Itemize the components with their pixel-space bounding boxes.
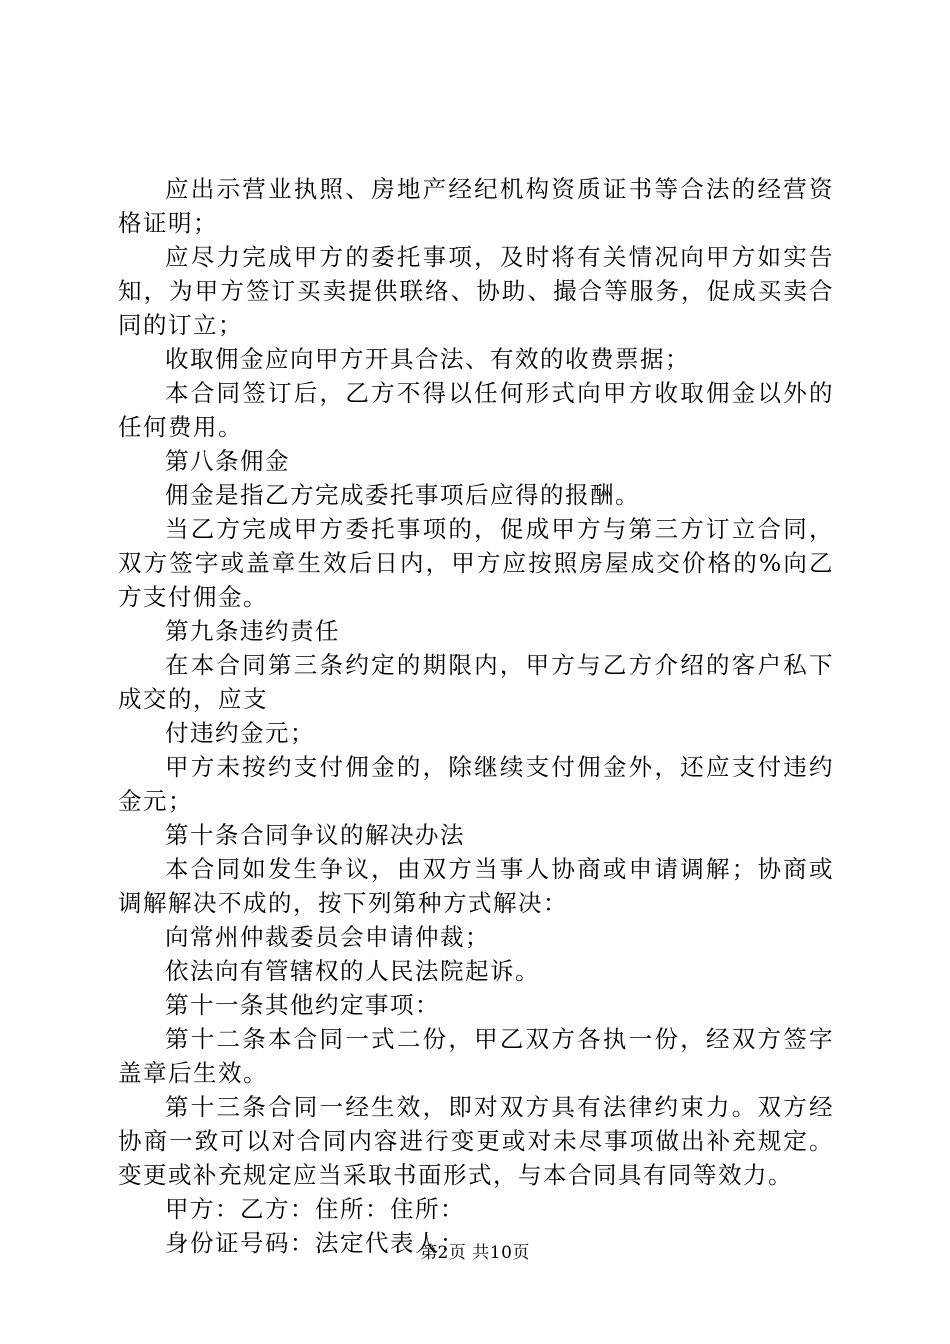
paragraph: 本合同如发生争议，由双方当事人协商或申请调解；协商或调解解决不成的，按下列第种方式解决： [118,855,834,917]
signature-line: 甲方：乙方：住所：住所： [165,1195,465,1223]
paragraph: 应出示营业执照、房地产经纪机构资质证书等合法的经营资格证明； [118,175,834,237]
page-footer [0,1242,950,1264]
paragraph: 依法向有管辖权的人民法院起诉。 [165,957,540,985]
paragraph: 佣金是指乙方完成委托事项后应得的报酬。 [165,481,640,509]
section-heading: 第九条违约责任 [165,617,340,645]
paragraph: 应尽力完成甲方的委托事项，及时将有关情况向甲方如实告知，为甲方签订买卖提供联络、协助、撮合等服务，促成买卖合同的订立； [118,243,834,339]
document-body [118,172,834,1260]
paragraph: 向常州仲裁委员会申请仲裁； [165,923,490,951]
paragraph: 第十二条本合同一式二份，甲乙双方各执一份，经双方签字盖章后生效。 [118,1025,834,1087]
section-heading: 第十条合同争议的解决办法 [165,821,465,849]
paragraph: 甲方未按约支付佣金的，除继续支付佣金外，还应支付违约金元； [118,753,834,815]
paragraph: 当乙方完成甲方委托事项的，促成甲方与第三方订立合同，双方签字或盖章生效后日内，甲方应按照房屋成交价格的%向乙方支付佣金。 [118,515,834,611]
section-heading: 第十一条其他约定事项： [165,991,440,1019]
paragraph: 收取佣金应向甲方开具合法、有效的收费票据； [165,345,690,373]
paragraph: 付违约金元； [165,719,315,747]
paragraph: 第十三条合同一经生效，即对双方具有法律约束力。双方经协商一致可以对合同内容进行变更或对未尽事项做出补充规定。变更或补充规定应当采取书面形式，与本合同具有同等效力。 [118,1093,834,1189]
section-heading: 第八条佣金 [165,447,290,475]
page-indicator: 第2页 共10页 [420,1243,530,1263]
paragraph: 在本合同第三条约定的期限内，甲方与乙方介绍的客户私下成交的，应支 [118,651,834,713]
paragraph: 本合同签订后，乙方不得以任何形式向甲方收取佣金以外的任何费用。 [118,379,834,441]
signature-line: 身份证号码：法定代表人： [165,1229,465,1257]
